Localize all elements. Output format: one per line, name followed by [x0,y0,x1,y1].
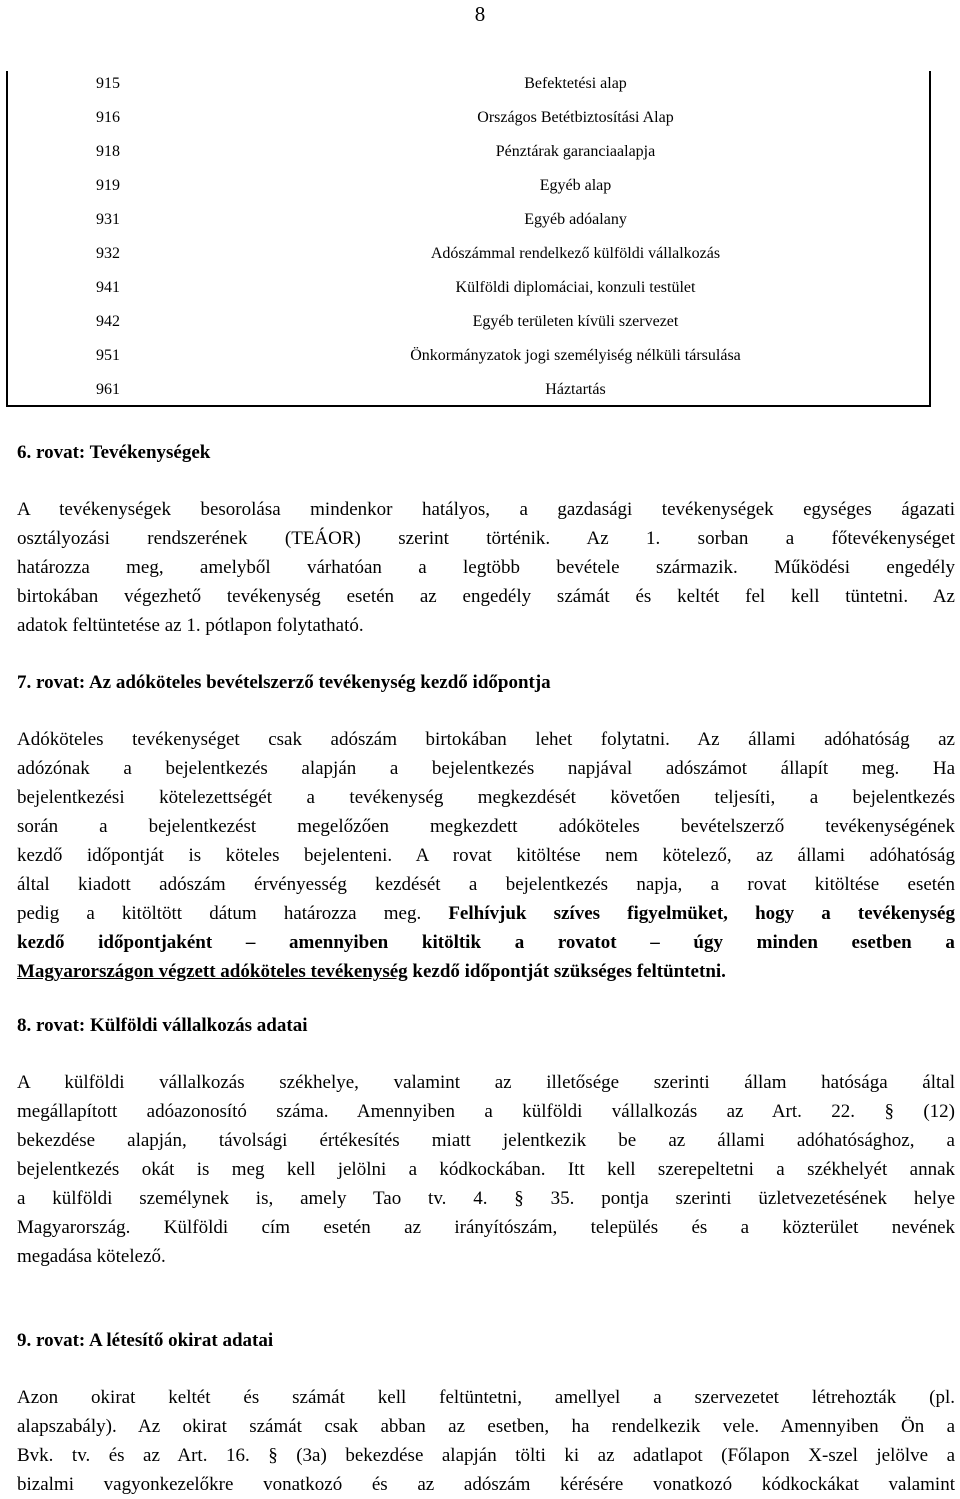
word: úgy [693,932,723,953]
section-heading-6: 6. rovat: Tevékenységek [17,442,211,463]
text-line: bekezdése alapján, távolsági értékesítés miatt jelentkezik be az állami adóhatósághoz, a [17,1130,955,1151]
text-line: bizalmi vagyonkezelőkre vonatkozó és az adószám kérésére vonatkozó kódkockákat valamint [17,1474,955,1495]
text-line [17,928,955,957]
text-fragment: kezdő időpontját szükséges feltüntetni. [407,961,726,982]
text-line: osztályozási rendszerének (TEÁOR) szerint történik. Az 1. sorban a főtevékenységet [17,528,955,549]
text-line: Adóköteles tevékenységet csak adószám birtokában lehet folytatni. Az állami adóhatóság az [17,729,955,750]
text-line: Azon okirat keltét és számát kell feltüntetni, amellyel a szervezetet létrehozták (pl. [17,1387,955,1408]
section-body-7 [17,725,955,986]
text-line: Bvk. tv. és az Art. 16. § (3a) bekezdése alapján tölti ki az adatlapot (Főlapon X-szel jelölve a [17,1445,955,1466]
text-line: bejelentkezés okát is meg kell jelölni a kódkockában. Itt kell szerepeltetni a székhelyét annak [17,1159,955,1180]
table-row [8,309,929,343]
row-code: 931 [96,211,120,228]
table-row [8,105,929,139]
text-line [17,957,955,986]
table-row [8,139,929,173]
row-description: Egyéb területen kívüli szervezet [472,313,679,330]
table-row [8,207,929,241]
row-code: 919 [96,177,120,194]
table-row [8,241,929,275]
row-description: Külföldi diplomáciai, konzuli testület [455,279,696,296]
word: kezdő [17,932,65,953]
text-line: kezdő időpontját is köteles bejelenteni. A rovat kitöltése nem kötelező, az állami adóhatóság [17,845,955,866]
row-code: 918 [96,143,120,160]
row-code: 941 [96,279,120,296]
text-line: során a bejelentkezést megelőzően megkezdett adóköteles bevételszerző tevékenységének [17,816,955,837]
text-line: a külföldi személynek is, amely Tao tv. 4. § 35. pontja szerinti üzletvezetésének helye [17,1188,955,1209]
bold-notice: Felhívjuk szíves figyelmüket, hogy a tevékenység [448,903,955,924]
section-body-9 [17,1383,955,1499]
table-row [8,343,929,377]
text-line: A külföldi vállalkozás székhelye, valamint az illetősége szerinti állam hatósága által [17,1072,955,1093]
row-code: 961 [96,381,120,398]
section-heading-8: 8. rovat: Külföldi vállalkozás adatai [17,1015,308,1036]
text-line: által kiadott adószám érvényesség kezdését a bejelentkezés napja, a rovat kitöltése esetén [17,874,955,895]
word: kitöltik [421,932,482,953]
page-number: 8 [474,2,486,26]
row-description: Befektetési alap [524,75,627,92]
text-line: megállapított adóazonosító száma. Amennyiben a külföldi vállalkozás az Art. 22. § (12) [17,1101,955,1122]
row-code: 932 [96,245,120,262]
section-heading-7: 7. rovat: Az adóköteles bevételszerző tevékenység kezdő időpontja [17,672,551,693]
row-description: Egyéb adóalany [524,211,627,228]
word: a [945,932,955,953]
row-description: Pénztárak garanciaalapja [495,143,656,160]
text-line: Magyarország. Külföldi cím esetén az irányítószám, település és a közterület nevének [17,1217,955,1238]
text-line [17,899,955,928]
row-code: 942 [96,313,120,330]
row-description: Adószámmal rendelkező külföldi vállalkozás [430,245,721,262]
text-line: határozza meg, amelyből várhatóan a legtöbb bevétele származik. Működési engedély [17,557,955,578]
row-description: Egyéb alap [539,177,612,194]
word: a [514,932,525,953]
text-line: A tevékenységek besorolása mindenkor hatályos, a gazdasági tevékenységek egységes ágazati [17,499,955,520]
word: – [245,932,256,953]
table-row [8,71,929,105]
row-description: Háztartás [545,381,606,398]
word: rovatot [557,932,617,953]
word: esetben [851,932,912,953]
text-line: adatok feltüntetése az 1. pótlapon folytatható. [17,615,364,636]
word: minden [756,932,818,953]
table-row [8,275,929,309]
section-heading-9: 9. rovat: A létesítő okirat adatai [17,1330,274,1351]
code-table [6,71,931,407]
table-row [8,173,929,207]
word: amennyiben [289,932,389,953]
row-code: 951 [96,347,120,364]
word: időpontjaként [98,932,213,953]
text-line: adózónak a bejelentkezés alapján a bejelentkezés napjával adószámot állapít meg. Ha [17,758,955,779]
text-line: megadása kötelező. [17,1246,166,1267]
section-body-8 [17,1068,955,1271]
table-row [8,377,929,411]
text-line: alapszabály). Az okirat számát csak abban az esetben, ha rendelkezik vele. Amennyiben Ön a [17,1416,955,1437]
row-code: 916 [96,109,120,126]
row-code: 915 [96,75,120,92]
underlined-text: Magyarországon végzett adóköteles tevékenység [17,961,408,982]
text-fragment: pedig a kitöltött dátum határozza meg. [17,903,449,924]
section-body-6 [17,495,955,640]
row-description: Országos Betétbiztosítási Alap [477,109,674,126]
text-line: birtokában végezhető tevékenység esetén az engedély számát és keltét fel kell tüntetni. Az [17,586,955,607]
text-line: bejelentkezési kötelezettségét a tevékenység megkezdését követően teljesíti, a bejelentkezés [17,787,955,808]
word: – [650,932,660,953]
row-description: Önkormányzatok jogi személyiség nélküli társulása [410,347,741,364]
